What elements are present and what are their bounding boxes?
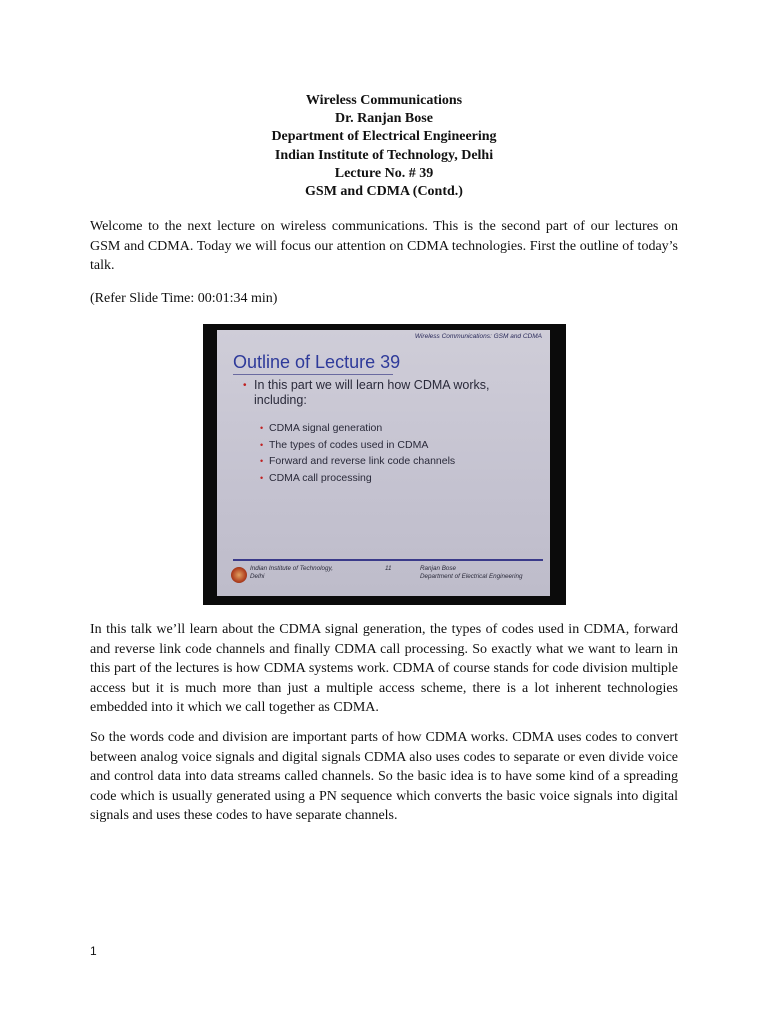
slide-number: 11 — [385, 565, 392, 572]
slide-footer-institute-line1: Indian Institute of Technology, — [250, 565, 333, 572]
slide-sub-bullet-text: The types of codes used in CDMA — [269, 438, 429, 451]
institute-name: Indian Institute of Technology, Delhi — [274, 147, 494, 163]
slide-sub-bullet-text: CDMA call processing — [269, 471, 372, 484]
slide-footer-institute — [250, 565, 333, 581]
slide-footer-author — [420, 565, 523, 581]
lecture-topic: GSM and CDMA (Contd.) — [305, 184, 463, 200]
bullet-icon: • — [260, 423, 264, 433]
bullet-icon: • — [260, 456, 264, 466]
refer-slide-text: (Refer Slide Time: 00:01:34 min) — [90, 291, 278, 306]
intro-text: Welcome to the next lecture on wireless communications. This is the second part of our lectures on GSM and CDMA. Today we will focus our attention on CDMA technologies. First the outline of today’s talk. — [90, 219, 678, 274]
slide-sub-bullet — [260, 453, 456, 470]
slide-sub-bullet — [260, 470, 455, 487]
slide-image — [203, 324, 566, 605]
slide-main-bullet-text: In this part we will learn how CDMA works, including: — [254, 378, 490, 407]
department-name: Department of Electrical Engineering — [271, 129, 497, 145]
slide-main-bullet — [243, 378, 514, 408]
slide-sub-bullet — [260, 437, 455, 454]
bullet-icon: • — [260, 439, 264, 450]
slide-footer-author-name: Ranjan Bose — [420, 565, 457, 572]
slide-screen — [217, 330, 550, 596]
intro-paragraph — [90, 217, 678, 276]
bullet-icon: • — [260, 472, 264, 483]
slide-sub-bullet-text: Forward and reverse link code channels — [269, 455, 456, 467]
body-paragraph-3-text: So the words code and division are important parts of how CDMA works. CDMA uses codes to convert between analog voice signals and digital signals CDMA also uses codes to separate or even divide voice and control data into data streams called channels. So the basic idea is to have some kind of a spreading code which is usually generated using a PN sequence which converts the basic voice signals into digital signals and uses these codes to have separate channels. — [90, 730, 678, 824]
slide-sub-bullets — [260, 420, 456, 486]
body-paragraph-2-text: In this talk we’ll learn about the CDMA signal generation, the types of codes used in CDMA, forward and reverse link code channels and finally CDMA call processing. So exactly what we want to learn in this part of the lectures is how CDMA systems work. CDMA of course stands for code division multiple access but it is much more than just a multiple access scheme, there is a lot inherent technologies embedded into it which we call together as CDMA. — [90, 622, 678, 716]
slide-course-label: Wireless Communications: GSM and CDMA — [414, 333, 542, 340]
slide-title-underline — [233, 374, 393, 375]
document-header — [0, 92, 768, 201]
body-paragraph-2 — [90, 620, 678, 718]
page-number: 1 — [90, 944, 97, 958]
lecturer-name: Dr. Ranjan Bose — [335, 111, 433, 127]
slide-sub-bullet-text: CDMA signal generation — [269, 422, 383, 434]
course-title: Wireless Communications — [305, 93, 463, 108]
bullet-icon: • — [243, 380, 247, 391]
lecture-number: Lecture No. # 39 — [334, 165, 434, 181]
slide-sub-bullet — [260, 420, 455, 437]
slide-title: Outline of Lecture 39 — [233, 352, 401, 372]
slide-footer-divider — [233, 559, 543, 561]
body-paragraph-3 — [90, 728, 678, 826]
refer-slide-time — [90, 289, 678, 309]
institute-logo-icon — [231, 567, 247, 583]
slide-footer-author-dept: Department of Electrical Engineering — [420, 573, 523, 580]
slide-footer-institute-line2: Delhi — [250, 573, 265, 580]
